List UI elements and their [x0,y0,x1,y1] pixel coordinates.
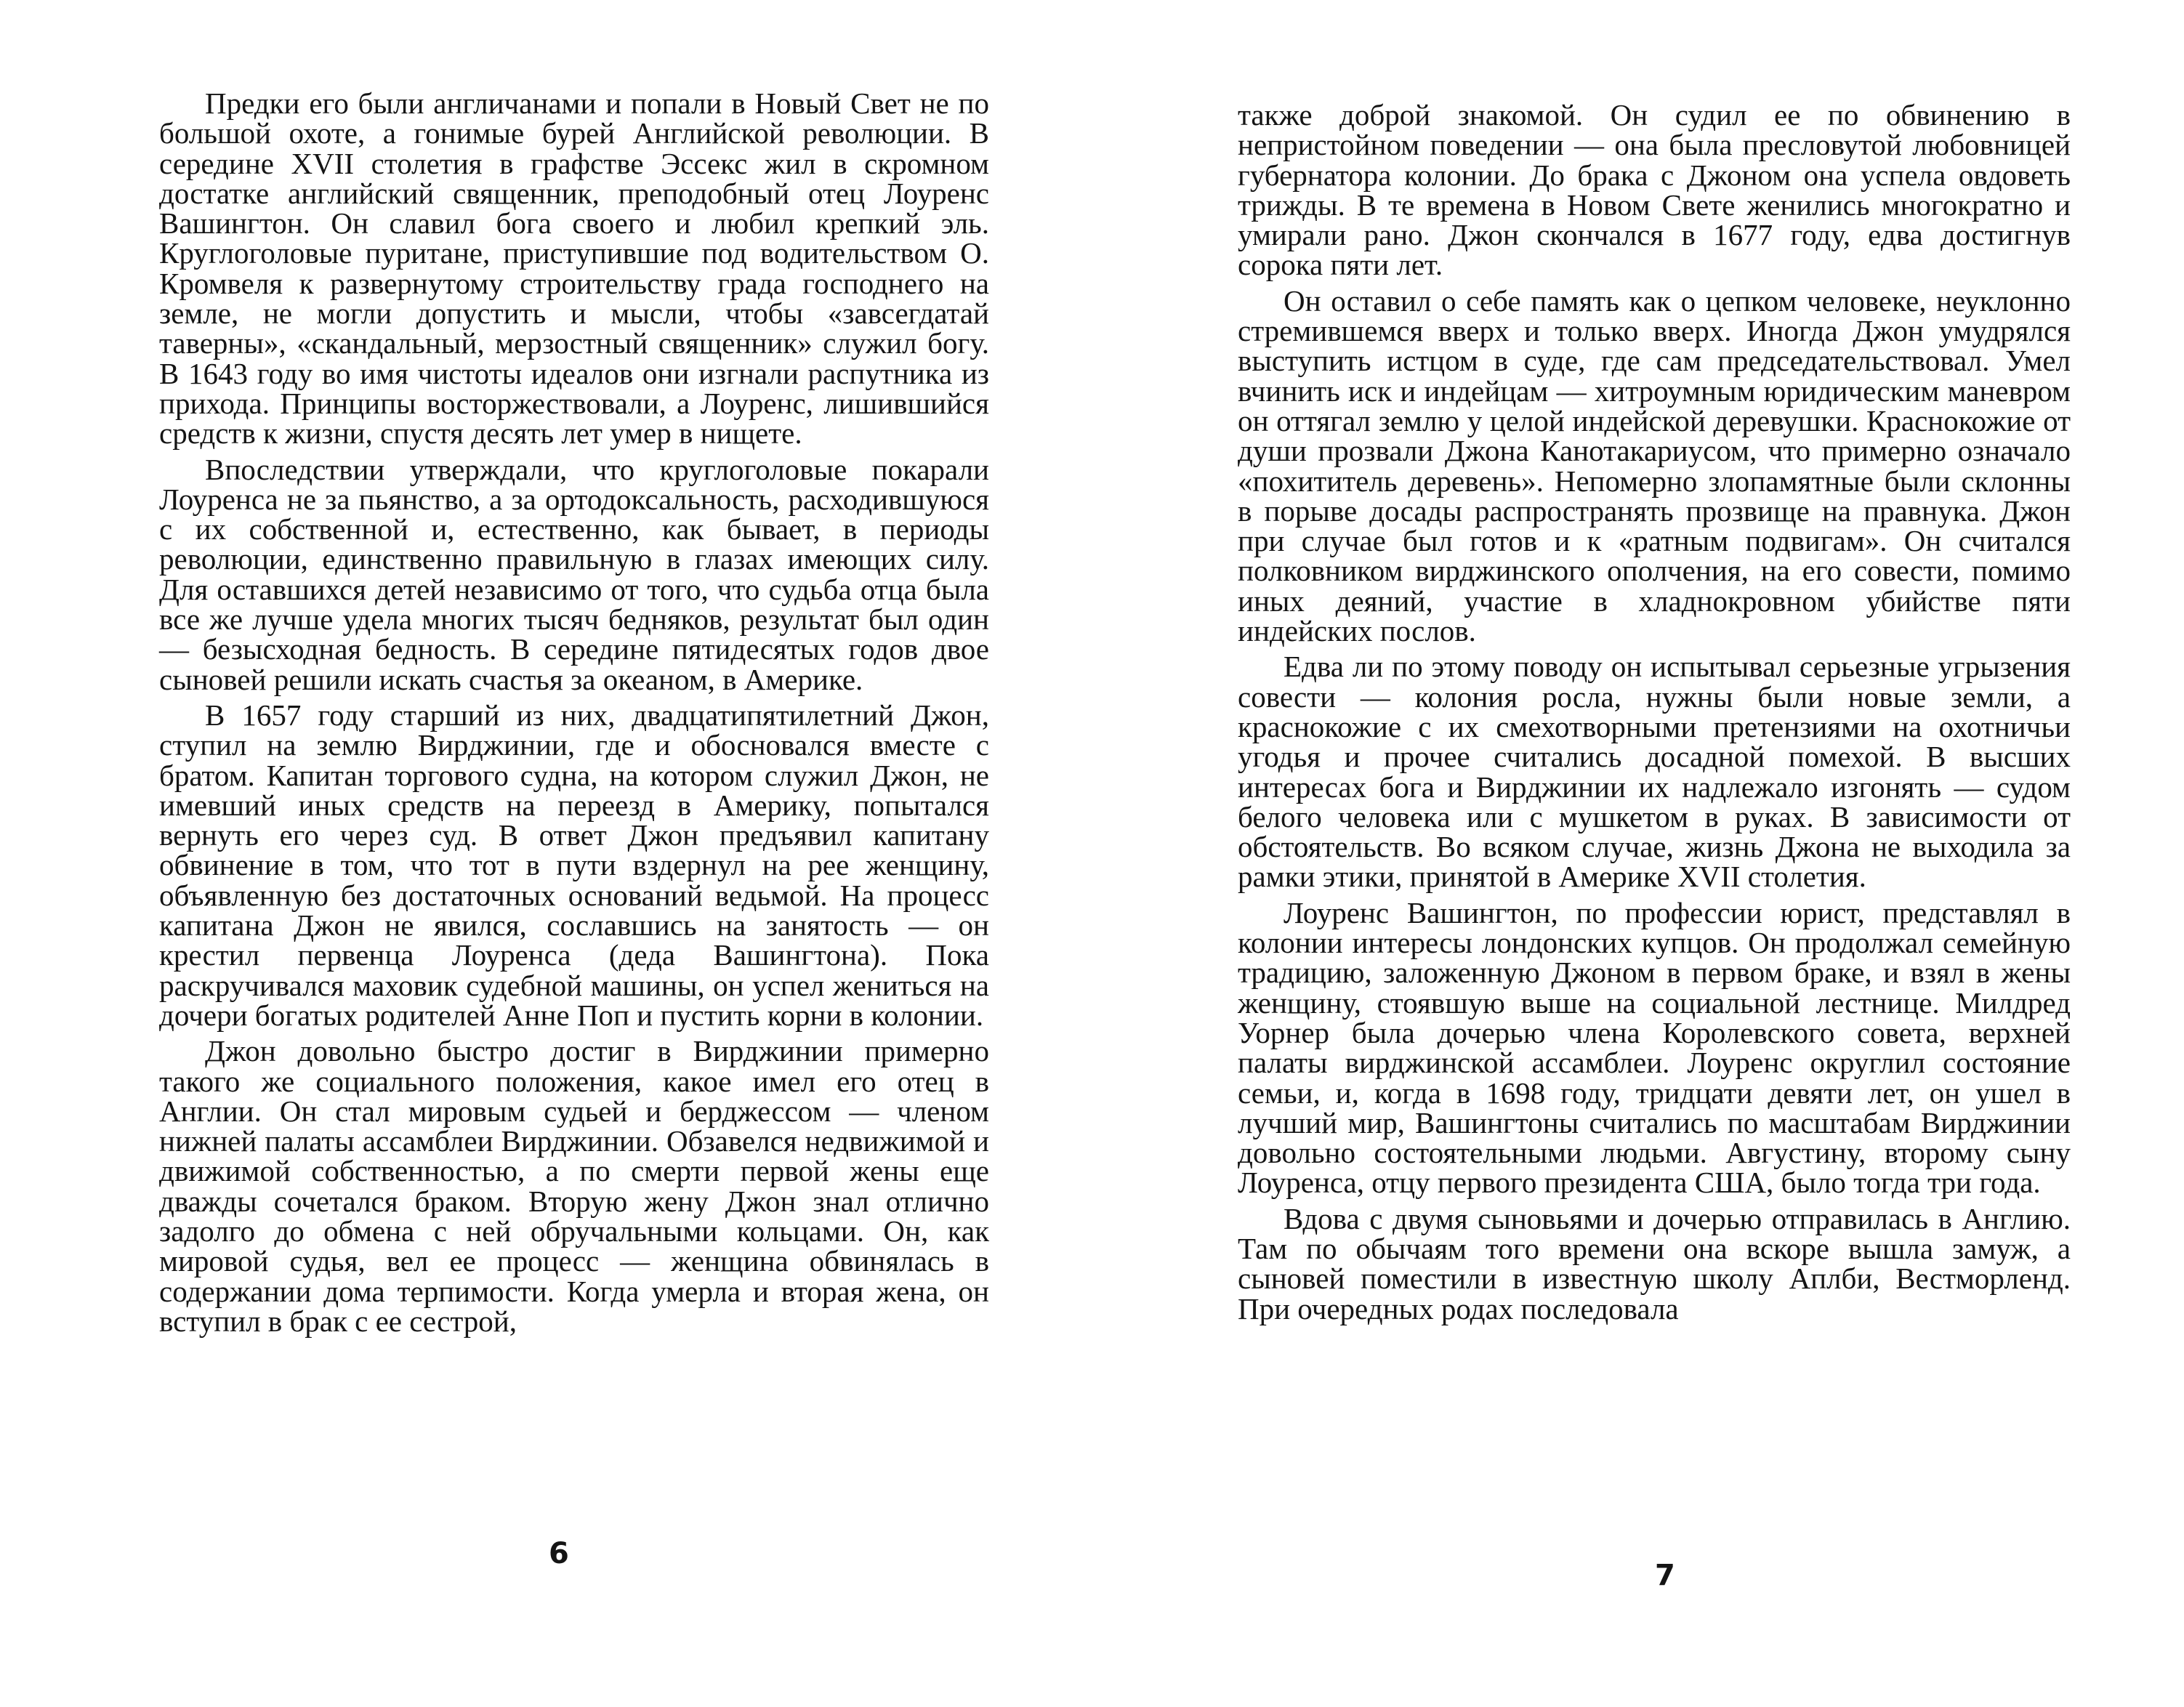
left-page-text [159,86,989,1338]
right-paragraph-3: Едва ли по этому поводу он испытывал серьезные угрызения совести — колония росла, нужны были новые земли, а краснокожие с их смехотворными претензиями на охотничьи угодья и прочее считались досадной помехой. В высших интересах бога и Вирджинии их надлежало изгонять — судом белого человека или с мушкетом в руках. В зависимости от обстоятельств. Во всяком случае, жизнь Джона не выходила за рамки этики, принятой в Америке XVII столетия. [1238,650,2071,894]
right-paragraph-4: Лоуренс Вашингтон, по профессии юрист, представлял в колонии интересы лондонских купцов. Он продолжал семейную традицию, заложенную Джоном в первом браке, и взял в жены женщину, стоявшую выше на социальной лестнице. Милдред Уорнер была дочерью члена Королевского совета, верхней палаты вирджинской ассамблеи. Лоуренс округлил состояние семьи, и, когда в 1698 году, тридцати девяти лет, он ушел в лучший мир, Вашингтоны считались по масштабам Вирджинии довольно состоятельными людьми. Августину, второму сыну Лоуренса, отцу первого президента США, было тогда три года. [1238,895,2071,1200]
right-paragraph-1-continuation: также доброй знакомой. Он судил ее по обвинению в непристойном поведении — она была пресловутой любовницей губернатора колонии. До брака с Джоном она успела овдоветь трижды. В те времена в Новом Свете женились многократно и умирали рано. Джон скончался в 1677 году, едва достигнув сорока пяти лет. [1238,98,2071,282]
left-page-number: 6 [549,1537,569,1570]
left-paragraph-3: В 1657 году старший из них, двадцатипятилетний Джон, ступил на землю Вирджинии, где и обосновался вместе с братом. Капитан торгового судна, на котором служил Джон, не имевший иных средств на переезд в Америку, попытался вернуть его через суд. В ответ Джон предъявил капитану обвинение в том, что тот в пути вздернул на рее женщину, объявленную без достаточных оснований ведьмой. На процесс капитана Джон не явился, сославшись на занятость — он крестил первенца Лоуренса (деда Вашингтона). Пока раскручивался маховик судебной машины, он успел жениться на дочери богатых родителей Анне Поп и пустить корни в колонии. [159,698,989,1032]
right-page-number: 7 [1655,1559,1675,1592]
right-page [1092,0,2184,1707]
right-paragraph-2: Он оставил о себе память как о цепком человеке, неуклонно стремившемся вверх и только вверх. Иногда Джон умудрялся выступить истцом в суде, где сам председательствовал. Умел вчинить иск и индейцам — хитроумным юридическим маневром он оттягал землю у целой индейской деревушки. Краснокожие от души прозвали Джона Канотакариусом, что примерно означало «похититель деревень». Непомерно злопамятные были склонны в порыве досады распространять прозвище на правнука. Джон при случае был готов и к «ратным подвигам». Он считался полковником вирджинского ополчения, на его совести, помимо иных деяний, участие в хладнокровном убийстве пяти индейских послов. [1238,283,2071,648]
right-page-text [1238,100,2071,1324]
right-paragraph-5: Вдова с двумя сыновьями и дочерью отправилась в Англию. Там по обычаям того времени она вскоре вышла замуж, а сыновей поместили в известную школу Аплби, Вестморленд. При очередных родах последовала [1238,1201,2071,1325]
left-paragraph-4: Джон довольно быстро достиг в Вирджинии примерно такого же социального положения, какое имел его отец в Англии. Он стал мировым судьей и берджессом — членом нижней палаты ассамблеи Вирджинии. Обзавелся недвижимой и движимой собственностью, а по смерти первой жены еще дважды сочетался браком. Вторую жену Джон знал отлично задолго до обмена с ней обручальными кольцами. Он, как мировой судья, вел ее процесс — женщина обвинялась в содержании дома терпимости. Когда умерла и вторая жена, он вступил в брак с ее сестрой, [159,1034,989,1338]
left-page [0,0,1090,1707]
left-paragraph-1: Предки его были англичанами и попали в Новый Свет не по большой охоте, а гонимые бурей Английской революции. В середине XVII столетия в графстве Эссекс жил в скромном достатке английский священник, преподобный отец Лоуренс Вашингтон. Он славил бога своего и любил крепкий эль. Круглоголовые пуритане, приступившие под водительством О. Кромвеля к развернутому строительству града господнего на земле, не могли допустить и мысли, чтобы «завсегдатай таверны», «скандальный, мерзостный священник» служил богу. В 1643 году во имя чистоты идеалов они изгнали распутника из прихода. Принципы восторжествовали, а Лоуренс, лишившийся средств к жизни, спустя десять лет умер в нищете. [159,86,989,451]
left-paragraph-2: Впоследствии утверждали, что круглоголовые покарали Лоуренса не за пьянство, а за ортодоксальность, расходившуюся с их собственной и, естественно, как бывает, в периоды революции, единственно правильную в глазах имеющих силу. Для оставшихся детей независимо от того, что судьба отца была все же лучше удела многих тысяч бедняков, результат был один — безысходная бедность. В середине пятидесятых годов двое сыновей решили искать счастья за океаном, в Америке. [159,452,989,696]
